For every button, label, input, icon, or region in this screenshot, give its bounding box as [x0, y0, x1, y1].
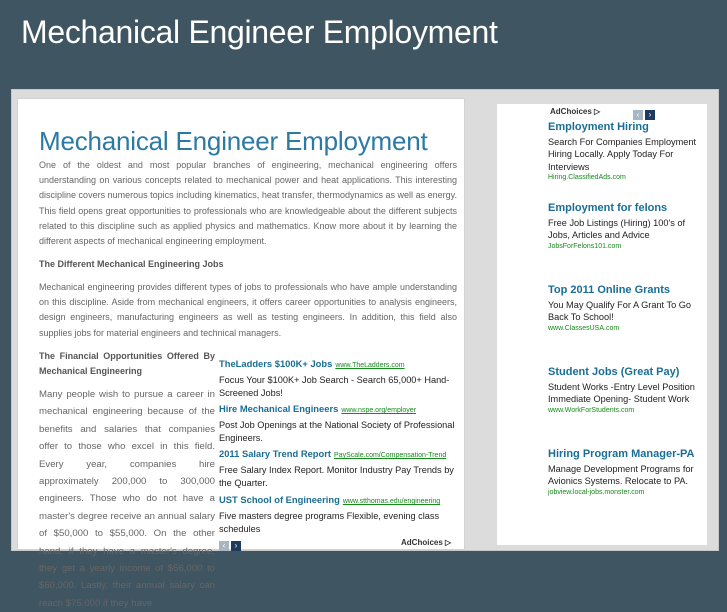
inline-ad-1[interactable] [219, 354, 455, 399]
sidebar-ad-url[interactable]: www.ClassesUSA.com [548, 324, 620, 332]
inline-ad-title[interactable]: Hire Mechanical Engineers [219, 403, 339, 414]
section1-heading: The Different Mechanical Engineering Jobs [39, 259, 224, 269]
adchoices-label[interactable]: AdChoices [550, 107, 592, 116]
chevron-right-icon[interactable]: › [231, 541, 241, 551]
sidebar-ad-1[interactable] [548, 121, 703, 181]
sidebar-ad-title[interactable]: Top 2011 Online Grants [548, 284, 671, 296]
sidebar-ad-desc: You May Qualify For A Grant To Go Back To School! [548, 300, 691, 323]
sidebar-ad-title[interactable]: Hiring Program Manager-PA [548, 448, 695, 460]
sidebar-ad-5[interactable] [548, 448, 703, 496]
chevron-left-icon[interactable]: ‹ [219, 541, 229, 551]
inline-ad-block [219, 351, 455, 549]
adchoices-icon[interactable]: ▷ [445, 538, 452, 547]
sidebar-ads [497, 104, 707, 545]
sidebar-ad-url[interactable]: Hiring.ClassifiedAds.com [548, 174, 626, 182]
sidebar-ad-title[interactable]: Student Jobs (Great Pay) [548, 366, 680, 378]
section2-text: Many people wish to pursue a career in mechanical engineering because of the benefits and salaries that companies offer to those who excel in this field. Every year, companies hire approximately 200,000 to 300,000 engineers. Those who do not have a master's degree receive an annual salary of $50,000 to $55,000. On the other hand, if they have a master's degree, they get a yearly income of $56,000 to $60,000. Lastly, their annual salary can reach $75,000 if they have [39, 389, 215, 609]
article-intro: One of the oldest and most popular branches of engineering, mechanical engineering offers understanding on various concepts related to mechanical power and heat applications. This interesting discipline covers numerous topics including kinematics, heat transfer, thermodynamics as well as energy. This field opens great opportunities to professionals who are knowledgeable about the different subjects related to this discipline such as applied physics and mathematics. Know more about it by learning the different aspects of mechanical engineering employment. [39, 160, 457, 247]
inline-ad-title[interactable]: UST School of Engineering [219, 494, 340, 505]
chevron-right-icon[interactable]: › [645, 110, 655, 120]
sidebar-ad-desc: Manage Development Programs for Avionics Systems. Relocate to PA. [548, 464, 694, 487]
sidebar-ad-desc: Student Works -Entry Level Position Immediate Opening- Student Work [548, 382, 695, 405]
sidebar-ad-title[interactable]: Employment for felons [548, 202, 668, 214]
section1-text: Mechanical engineering provides different types of jobs to professionals who have ample understanding on this discipline. Aside from mechanical engineers, it offers career opportunities to analysis engineers, design engineers, manufacturing engineers as well as testing engineers. In addition, this field also supplies jobs for material engineers and technical managers. [39, 282, 457, 338]
sidebar-adchoices[interactable] [550, 107, 600, 116]
inline-ad-desc: Five masters degree programs Flexible, evening class schedules [219, 511, 440, 534]
inline-ad-title[interactable]: 2011 Salary Trend Report [219, 448, 332, 459]
inline-ad-3[interactable] [219, 444, 455, 489]
inline-ad-desc: Focus Your $100K+ Job Search - Search 65,000+ Hand-Screened Jobs! [219, 375, 450, 398]
article-title: Mechanical Engineer Employment [39, 126, 428, 156]
section2-heading: The Financial Opportunities Offered By Mechanical Engineering [39, 351, 215, 376]
adchoices-icon[interactable]: ▷ [594, 107, 601, 116]
sidebar-ad-title[interactable]: Employment Hiring [548, 121, 649, 133]
adchoices-label[interactable]: AdChoices [401, 538, 443, 547]
inline-ad-desc: Post Job Openings at the National Society of Professional Engineers. [219, 420, 455, 443]
article-content [17, 98, 465, 609]
sidebar-ad-4[interactable] [548, 366, 703, 414]
site-title[interactable]: Mechanical Engineer Employment [21, 14, 498, 50]
chevron-left-icon[interactable]: ‹ [633, 110, 643, 120]
sidebar-ad-url[interactable]: jobview.local-jobs.monster.com [548, 488, 645, 496]
sidebar-ad-url[interactable]: JobsForFelons101.com [548, 242, 622, 250]
inline-ad-2[interactable] [219, 399, 455, 444]
inline-ad-desc: Free Salary Index Report. Monitor Industry Pay Trends by the Quarter. [219, 465, 454, 488]
inline-ad-url[interactable]: www.TheLadders.com [335, 362, 405, 369]
sidebar-ad-desc: Search For Companies Employment Hiring Locally. Apply Today For Interviews [548, 137, 697, 172]
inline-adchoices[interactable] [401, 538, 451, 547]
inline-ad-url[interactable]: www.nspe.org/employer [341, 407, 417, 414]
sidebar-ad-3[interactable] [548, 284, 703, 332]
site-header [0, 0, 727, 88]
inline-ad-url[interactable]: PayScale.com/Compensation-Trend [334, 452, 447, 459]
inline-ad-nav [219, 537, 243, 555]
sidebar-ad-url[interactable]: www.WorkForStudents.com [548, 406, 635, 414]
inline-ad-title[interactable]: TheLadders $100K+ Jobs [219, 358, 333, 369]
inline-ad-url[interactable]: www.stthomas.edu/engineering [342, 498, 441, 505]
inline-ad-4[interactable] [219, 490, 455, 535]
sidebar-ad-2[interactable] [548, 202, 703, 250]
sidebar-ad-desc: Free Job Listings (Hiring) 100's of Jobs, Articles and Advice [548, 218, 686, 241]
